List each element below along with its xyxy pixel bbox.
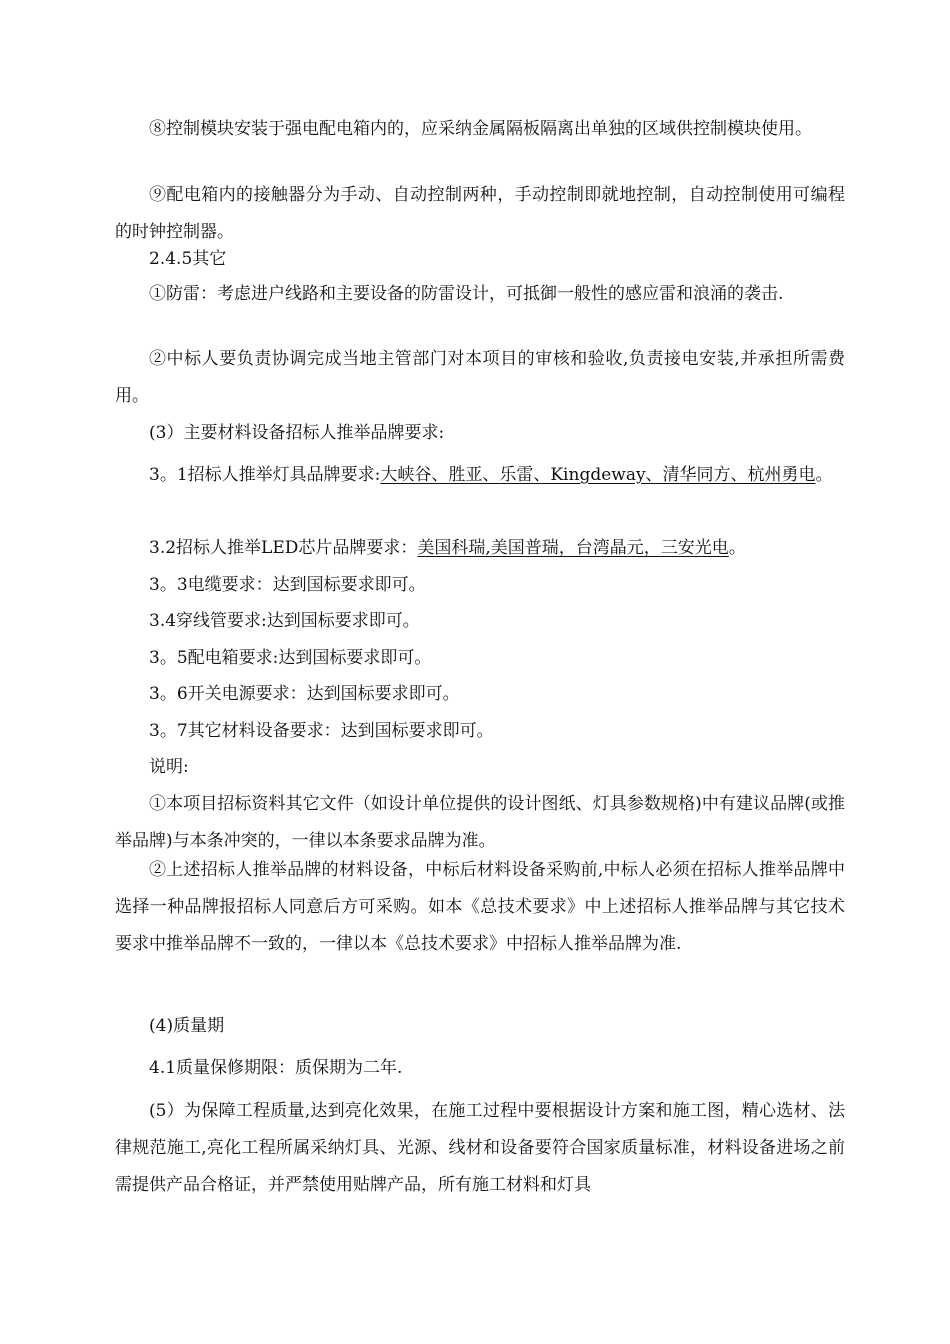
led-brands-suffix: 。	[728, 538, 746, 558]
notes-heading: 说明:	[149, 757, 189, 777]
paragraph-contactor: ⑨配电箱内的接触器分为手动、自动控制两种，手动控制即就地控制，自动控制使用可编程的时钟控制器。	[115, 185, 845, 242]
paragraph-cable: 3。3电缆要求：达到国标要求即可。	[149, 575, 426, 595]
led-brands-prefix: 3.2招标人推举LED芯片品牌要求：	[149, 538, 418, 558]
paragraph-other-materials: 3。7其它材料设备要求：达到国标要求即可。	[149, 721, 494, 741]
led-brands-list: 美国科瑞,美国普瑞，台湾晶元，三安光电	[417, 538, 729, 558]
note-2: ②上述招标人推举品牌的材料设备，中标后材料设备采购前,中标人必须在招标人推举品牌中选择一种品牌报招标人同意后方可采购。如本《总技术要求》中上述招标人推举品牌与其它技术要求中推举品牌不一致的，一律以本《总技术要求》中招标人推举品牌为准.	[115, 860, 845, 954]
lamp-brands-prefix: 3。1招标人推举灯具品牌要求:	[149, 465, 381, 485]
paragraph-approval: ②中标人要负责协调完成当地主管部门对本项目的审核和验收,负责接电安装,并承担所需费用。	[115, 349, 845, 406]
lamp-brands-list: 大峡谷、胜亚、乐雷、Kingdeway、清华同方、杭州勇电	[380, 465, 816, 485]
paragraph-conduit: 3.4穿线管要求:达到国标要求即可。	[149, 611, 420, 631]
paragraph-led-chip-brands	[115, 530, 845, 567]
note-1: ①本项目招标资料其它文件（如设计单位提供的设计图纸、灯具参数规格)中有建议品牌(或推举品牌)与本条冲突的，一律以本条要求品牌为准。	[115, 794, 845, 851]
section-heading-2-4-5: 2.4.5其它	[149, 249, 227, 269]
paragraph-control-module: ⑧控制模块安装于强电配电箱内的，应采纳金属隔板隔离出单独的区域供控制模块使用。	[149, 119, 812, 139]
paragraph-switching-power: 3。6开关电源要求：达到国标要求即可。	[149, 684, 460, 704]
paragraph-quality-assurance: (5）为保障工程质量,达到亮化效果，在施工过程中要根据设计方案和施工图，精心选材、法律规范施工,亮化工程所属采纳灯具、光源、线材和设备要符合国家质量标准，材料设备进场之前需提供产品合格证，并严禁使用贴牌产品，所有施工材料和灯具	[115, 1101, 845, 1195]
paragraph-warranty: 4.1质量保修期限：质保期为二年.	[149, 1058, 403, 1078]
paragraph-lightning-protection: ①防雷：考虑进户线路和主要设备的防雷设计，可抵御一般性的感应雷和浪涌的袭击.	[149, 284, 784, 304]
section-heading-4-quality: (4)质量期	[149, 1016, 225, 1036]
lamp-brands-suffix: 。	[815, 465, 833, 485]
section-heading-3-brands: (3）主要材料设备招标人推举品牌要求:	[149, 423, 445, 443]
paragraph-distribution-box: 3。5配电箱要求:达到国标要求即可。	[149, 648, 432, 668]
paragraph-lamp-brands	[115, 457, 845, 494]
